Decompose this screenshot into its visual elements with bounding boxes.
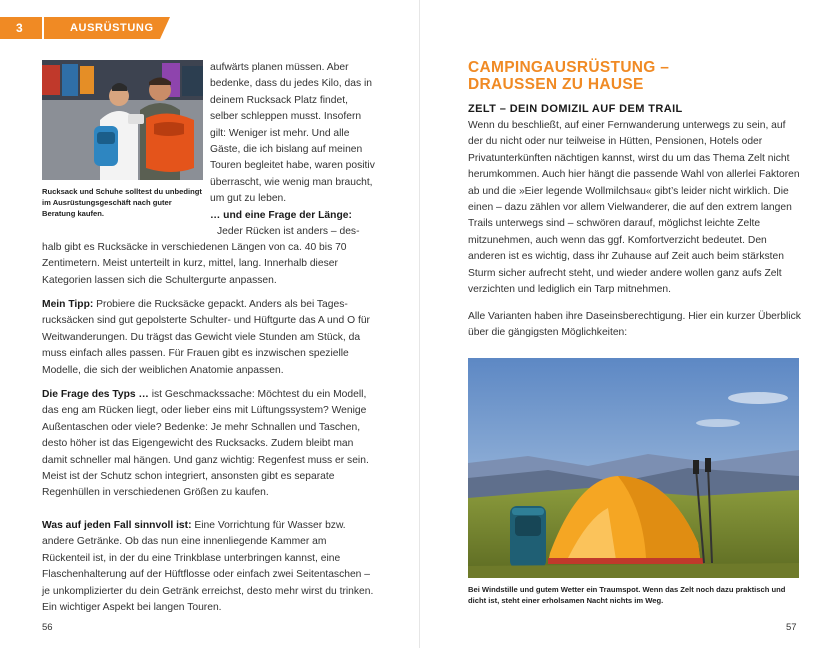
section-heading-line2: DRAUSSEN ZU HAUSE — [468, 76, 644, 93]
page-number-right: 57 — [786, 622, 797, 633]
length-text-1: Jeder Rücken ist anders – des- — [217, 226, 360, 238]
page-number-left: 56 — [42, 622, 53, 633]
shop-photo-caption: Rucksack und Schuhe solltest du unbedingt im Ausrüstungsgeschäft nach guter Beratung kaufen. — [42, 187, 202, 219]
shop-photo — [42, 60, 203, 180]
column-text: aufwärts planen müssen. Aber bedenke, dass du jedes Kilo, das in deinem Rucksack Platz findet, selber schleppen musst. Insofern gilt: Weniger ist mehr. Und alle Gäste, die ich bislang auf meinen Touren begleitet habe, waren positiv überrascht, wie wenig man braucht, um gut zu leben. — [210, 62, 375, 205]
section-heading-line1: CAMPINGAUSRÜSTUNG – — [468, 59, 670, 76]
tip-heading: Mein Tipp: — [42, 299, 94, 310]
chapter-number: 3 — [0, 17, 42, 39]
length-block — [210, 208, 376, 241]
length-text-2: halb gibt es Rucksäcke in verschiedenen Längen von ca. 40 bis 70 Zentimetern. Meist unterteilt in kurz, mittel, lang. Innerhalb dieser Kategorien lassen sich die Schultergurte anpassen. — [42, 242, 347, 286]
type-paragraph — [42, 387, 376, 502]
tent-photo-caption: Bei Windstille und gutem Wetter ein Traumspot. Wenn das Zelt noch dazu praktisch und dicht ist, steht einer erholsamen Nacht nichts im Weg. — [468, 585, 786, 606]
type-text: ist Geschmackssache: Möchtest du ein Modell, das eng am Rücken liegt, oder lieber eins mit Lüftungssystem? Wenige Außentaschen oder viele? Bedenke: Je mehr Schnallen und Taschen, desto höher ist das Eigengewicht des Rucksacks. Zudem bleibt man damit schneller mal hängen. Und ganz wichtig: Regenfest muss er sein. Meist ist der Schutz schon integriert, ansonsten gibt es separate Regenhüllen in verschiedenen Größen zu kaufen. — [42, 389, 369, 499]
water-paragraph — [42, 518, 376, 616]
subheading: ZELT – DEIN DOMIZIL AUF DEM TRAIL — [468, 103, 683, 115]
tent-paragraph-2: Alle Varianten haben ihre Daseinsberechtigung. Hier ein kurzer Überblick über die gängigsten Möglichkeiten: — [468, 311, 801, 339]
water-heading: Was auf jeden Fall sinnvoll ist: — [42, 520, 192, 531]
tent-photo — [468, 358, 799, 578]
chapter-title: AUSRÜSTUNG — [44, 17, 160, 39]
type-heading: Die Frage des Typs … — [42, 389, 149, 400]
water-text: Eine Vorrichtung für Wasser bzw. andere Getränke. Ob das nun eine innenliegende Kammer am Rückenteil ist, in der du eine Trinkblase unterbringen kannst, eine Flaschenhalterung auf der Hüftflosse oder einfach zwei Seitentaschen – je unkomplizierter du dein Getränk erreichst, desto mehr wirst du trinken. Ein wichtiger Aspekt bei langen Touren. — [42, 520, 374, 614]
tip-paragraph — [42, 297, 376, 379]
tent-paragraph-1: Wenn du beschließt, auf einer Fernwanderung unterwegs zu sein, auf der du nicht oder nur teilweise in Hütten, Pensionen, Hotels oder Privatunterkünften nächtigen kannst, wirst du um das Thema Zelt nicht herumkommen. Auch hier hängt die passende Wahl von allerlei Faktoren ab und die »Eier legende Wollmilchsau« gibt’s leider nicht wirklich. Die einen – dazu zählen vor allem Vielwanderer, die auf den extrem langen Trails unterwegs sind – schwören darauf, möglichst leichte Zelte mitzunehmen, auch wenn das ggf. Komfortverzicht bedeutet. Den anderen ist es wichtig, dass ihr Zuhause auf Zeit auch beim stärksten Sturm sicher aufrecht steht, und wieder andere wollen ganz aufs Zelt verzichten und lediglich ein Tarp mitnehmen. — [468, 120, 800, 296]
length-heading: … und eine Frage der Länge: — [210, 210, 352, 221]
tip-text: Probiere die Rucksäcke gepackt. Anders als bei Tagesrucksäcken sind gut gepolsterte Schulter- und Hüftgurte das A und O für Weitwanderungen. Du trägst das Gewicht viele Stunden am Stück, da muss einfach alles passen. Für Frauen gibt es inzwischen spezielle Modelle, die sich der weiblichen Anatomie anpassen. — [42, 299, 370, 376]
section-heading — [468, 59, 808, 93]
